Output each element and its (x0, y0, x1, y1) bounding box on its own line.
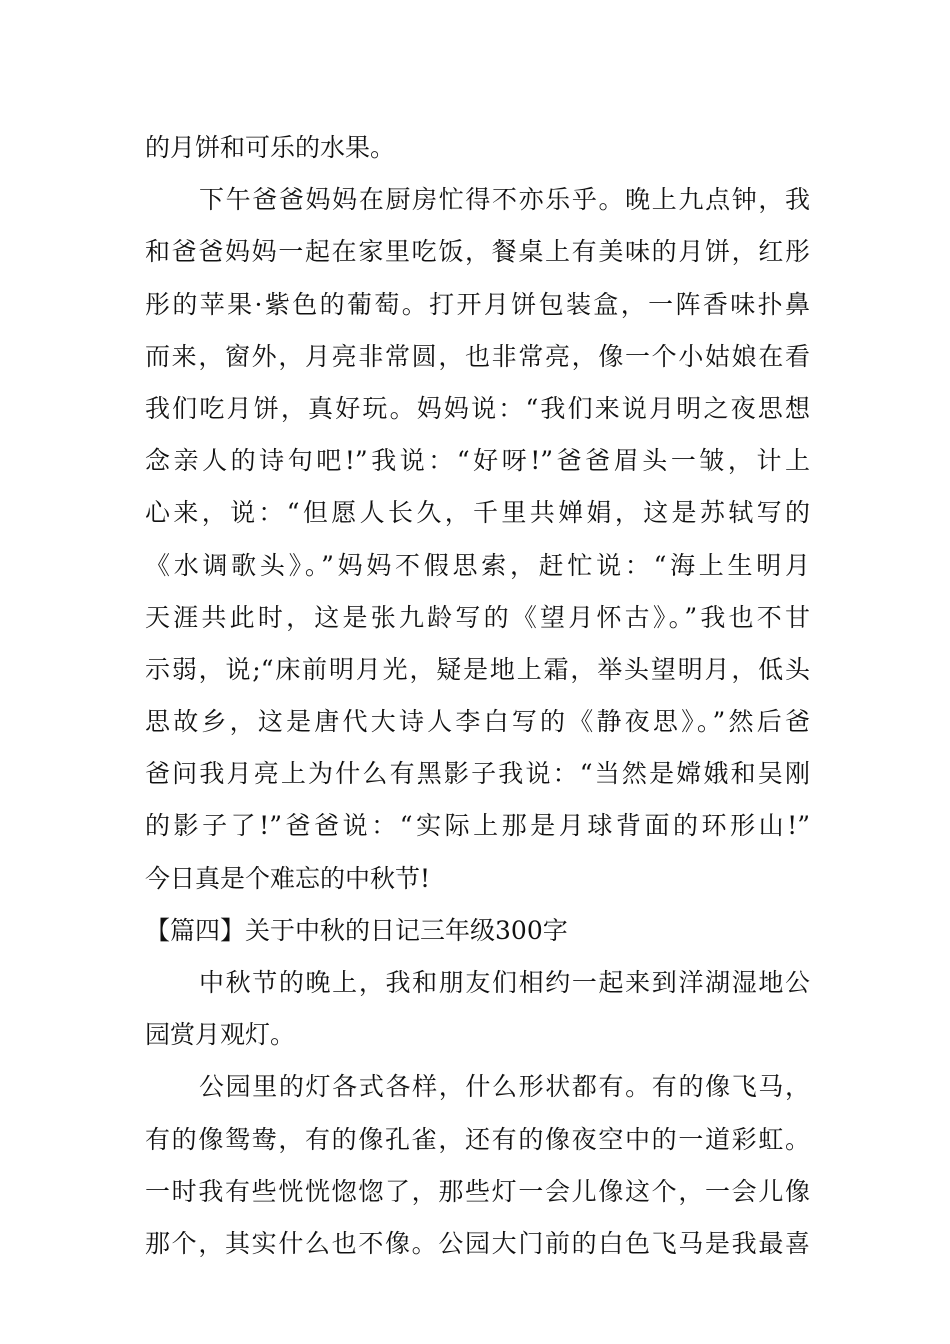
text-line-17: 中秋节的晚上，我和朋友们相约一起来到洋湖湿地公 (199, 968, 810, 997)
text-line-14: 的影子了!”爸爸说：“实际上那是月球背面的环形山!” (145, 811, 810, 841)
section-heading: 【篇四】关于中秋的日记三年级300字 (145, 915, 568, 945)
text-line-11: 示弱，说;“床前明月光，疑是地上霜，举头望明月，低头 (145, 654, 810, 684)
text-line-21: 一时我有些恍恍惚惚了，那些灯一会儿像这个，一会儿像 (145, 1176, 810, 1206)
text-line-2: 下午爸爸妈妈在厨房忙得不亦乐乎。晚上九点钟，我 (199, 185, 810, 215)
document-page (145, 122, 810, 1270)
text-line-19: 公园里的灯各式各样，什么形状都有。有的像飞马， (199, 1072, 810, 1102)
text-line-8: 心来，说：“但愿人长久，千里共婵娟，这是苏轼写的 (145, 498, 810, 528)
text-line-13: 爸问我月亮上为什么有黑影子我说：“当然是嫦娥和吴刚 (145, 759, 810, 789)
text-line-9: 《水调歌头》。”妈妈不假思索，赶忙说：“海上生明月 (145, 550, 810, 580)
text-line-5: 而来，窗外，月亮非常圆，也非常亮，像一个小姑娘在看 (145, 341, 810, 371)
text-line-7: 念亲人的诗句吧!”我说：“好呀!”爸爸眉头一皱，计上 (145, 446, 810, 476)
text-line-10: 天涯共此时，这是张九龄写的《望月怀古》。”我也不甘 (145, 602, 810, 632)
text-line-3: 和爸爸妈妈一起在家里吃饭，餐桌上有美味的月饼，红彤 (145, 237, 810, 267)
text-line-20: 有的像鸳鸯，有的像孔雀，还有的像夜空中的一道彩虹。 (145, 1124, 810, 1154)
text-line-12: 思故乡，这是唐代大诗人李白写的《静夜思》。”然后爸 (145, 707, 810, 737)
text-line-4: 彤的苹果·紫色的葡萄。打开月饼包装盒，一阵香味扑鼻 (145, 289, 810, 319)
text-line-22: 那个，其实什么也不像。公园大门前的白色飞马是我最喜 (145, 1228, 810, 1258)
text-line-1: 的月饼和可乐的水果。 (145, 133, 396, 162)
text-line-18: 园赏月观灯。 (145, 1020, 296, 1050)
text-line-6: 我们吃月饼，真好玩。妈妈说：“我们来说月明之夜思想 (145, 393, 810, 423)
text-line-15: 今日真是个难忘的中秋节! (145, 863, 431, 893)
